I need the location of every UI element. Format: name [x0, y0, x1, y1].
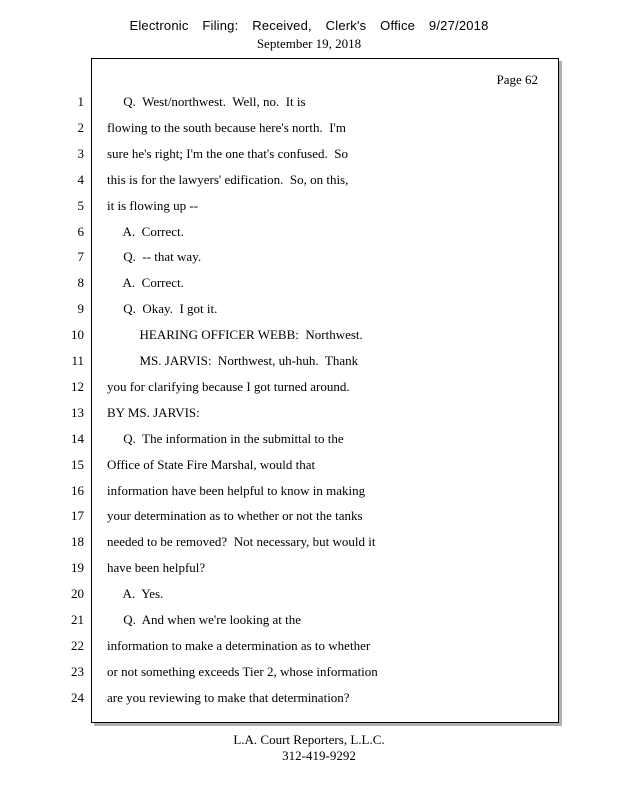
line-number: 11	[71, 353, 84, 368]
court-reporter-phone: 312-419-9292	[282, 748, 356, 763]
line-number: 4	[77, 172, 84, 187]
transcript-line: it is flowing up --	[107, 198, 198, 213]
transcript-line: BY MS. JARVIS:	[107, 405, 200, 420]
line-number: 2	[77, 120, 84, 135]
transcript-line: A. Yes.	[107, 586, 164, 601]
line-number: 16	[71, 483, 84, 498]
line-number: 13	[71, 405, 84, 420]
page-number: Page 62	[496, 72, 538, 87]
line-number: 24	[71, 690, 84, 705]
deposition-date: September 19, 2018	[256, 36, 362, 51]
transcript-line: MS. JARVIS: Northwest, uh-huh. Thank	[107, 353, 359, 368]
line-number: 22	[71, 638, 84, 653]
line-number: 20	[71, 586, 84, 601]
line-number: 18	[71, 534, 84, 549]
line-number: 10	[71, 327, 84, 342]
line-number: 14	[71, 431, 84, 446]
transcript-line: or not something exceeds Tier 2, whose information	[107, 664, 378, 679]
line-number: 17	[71, 508, 84, 523]
filing-stamp-header: Electronic Filing: Received, Clerk's Office 9/27/2018	[129, 18, 489, 33]
line-number: 3	[77, 146, 84, 161]
line-number: 23	[71, 664, 84, 679]
line-number: 9	[77, 301, 84, 316]
transcript-line: needed to be removed? Not necessary, but would it	[107, 534, 376, 549]
line-number: 21	[71, 612, 84, 627]
line-number: 1	[77, 94, 84, 109]
line-number: 15	[71, 457, 84, 472]
line-number: 5	[77, 198, 84, 213]
line-number: 12	[71, 379, 84, 394]
transcript-line: Q. And when we're looking at the	[107, 612, 302, 627]
transcript-line: A. Correct.	[107, 224, 184, 239]
transcript-line: Q. -- that way.	[107, 249, 202, 264]
line-number: 19	[71, 560, 84, 575]
transcript-line: HEARING OFFICER WEBB: Northwest.	[107, 327, 363, 342]
transcript-line: Q. The information in the submittal to the	[107, 431, 344, 446]
transcript-line: A. Correct.	[107, 275, 184, 290]
court-reporter-name: L.A. Court Reporters, L.L.C.	[233, 732, 385, 747]
transcript-line: flowing to the south because here's north. I'm	[107, 120, 346, 135]
transcript-line: information to make a determination as to whether	[107, 638, 371, 653]
transcript-line: sure he's right; I'm the one that's confused. So	[107, 146, 348, 161]
transcript-line: Q. Okay. I got it.	[107, 301, 218, 316]
transcript-line: have been helpful?	[107, 560, 206, 575]
transcript-line: Office of State Fire Marshal, would that	[107, 457, 316, 472]
transcript-line: are you reviewing to make that determination?	[107, 690, 350, 705]
line-number: 6	[77, 224, 84, 239]
transcript-line: this is for the lawyers' edification. So, on this,	[107, 172, 349, 187]
transcript-line: Q. West/northwest. Well, no. It is	[107, 94, 306, 109]
transcript-line: your determination as to whether or not the tanks	[107, 508, 363, 523]
line-number: 8	[77, 275, 84, 290]
transcript-line: you for clarifying because I got turned around.	[107, 379, 350, 394]
transcript-line: information have been helpful to know in making	[107, 483, 366, 498]
line-number: 7	[77, 249, 84, 264]
